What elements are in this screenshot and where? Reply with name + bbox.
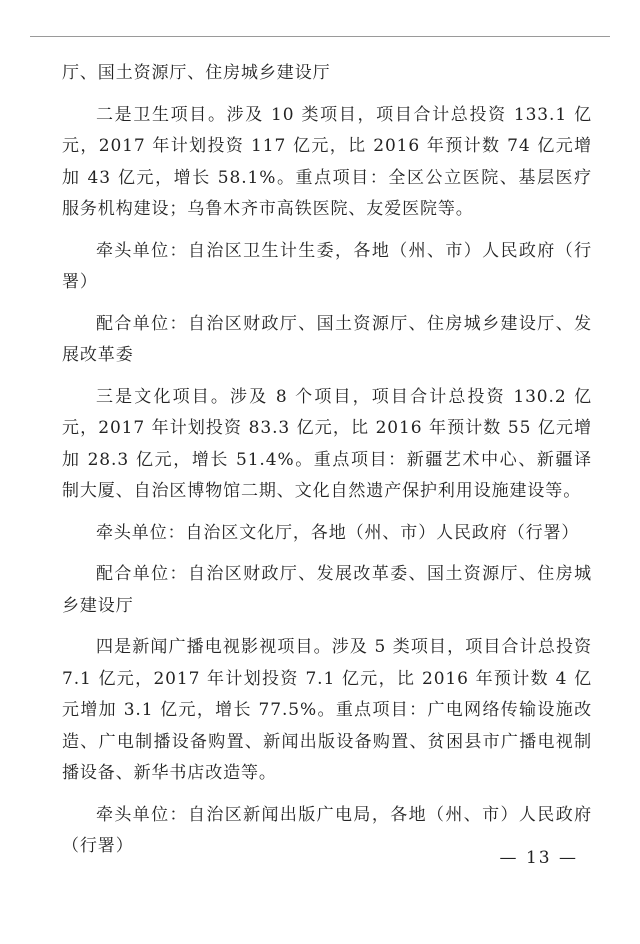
paragraph-media-lead-unit: 牵头单位：自治区新闻出版广电局，各地（州、市）人民政府（行署） [62,804,592,856]
paragraph-media-projects: 四是新闻广播电视影视项目。涉及 5 类项目，项目合计总投资 7.1 亿元，2017 年计划投资 7.1 亿元，比 2016 年预计数 4 亿元增加 3.1 亿元，增长 77.5%。重点项目：广电网络传输设施改造、广电制播设备购置、新闻出版设备购置、贫困县市广播电视制播设备、新华书店改造等。 [62,637,592,783]
document-body [62,58,592,873]
paragraph-health-lead-unit: 牵头单位：自治区卫生计生委，各地（州、市）人民政府（行署） [62,240,592,292]
header-rule [30,36,610,37]
page-number: — 13 — [499,848,578,868]
paragraph-culture-projects: 三是文化项目。涉及 8 个项目，项目合计总投资 130.2 亿元，2017 年计划投资 83.3 亿元，比 2016 年预计数 55 亿元增加 28.3 亿元，增长 51.4%。重点项目：新疆艺术中心、新疆译制大厦、自治区博物馆二期、文化自然遗产保护利用设施建设等。 [62,386,592,501]
paragraph-culture-support-unit: 配合单位：自治区财政厅、发展改革委、国土资源厅、住房城乡建设厅 [62,564,592,616]
paragraph-continuation: 厅、国土资源厅、住房城乡建设厅 [62,63,331,83]
paragraph-health-support-unit: 配合单位：自治区财政厅、国土资源厅、住房城乡建设厅、发展改革委 [62,313,592,365]
paragraph-health-projects: 二是卫生项目。涉及 10 类项目，项目合计总投资 133.1 亿元，2017 年计划投资 117 亿元，比 2016 年预计数 74 亿元增加 43 亿元，增长 58.1%。重点项目：全区公立医院、基层医疗服务机构建设；乌鲁木齐市高铁医院、友爱医院等。 [62,104,592,219]
paragraph-culture-lead-unit: 牵头单位：自治区文化厅，各地（州、市）人民政府（行署） [96,522,580,543]
